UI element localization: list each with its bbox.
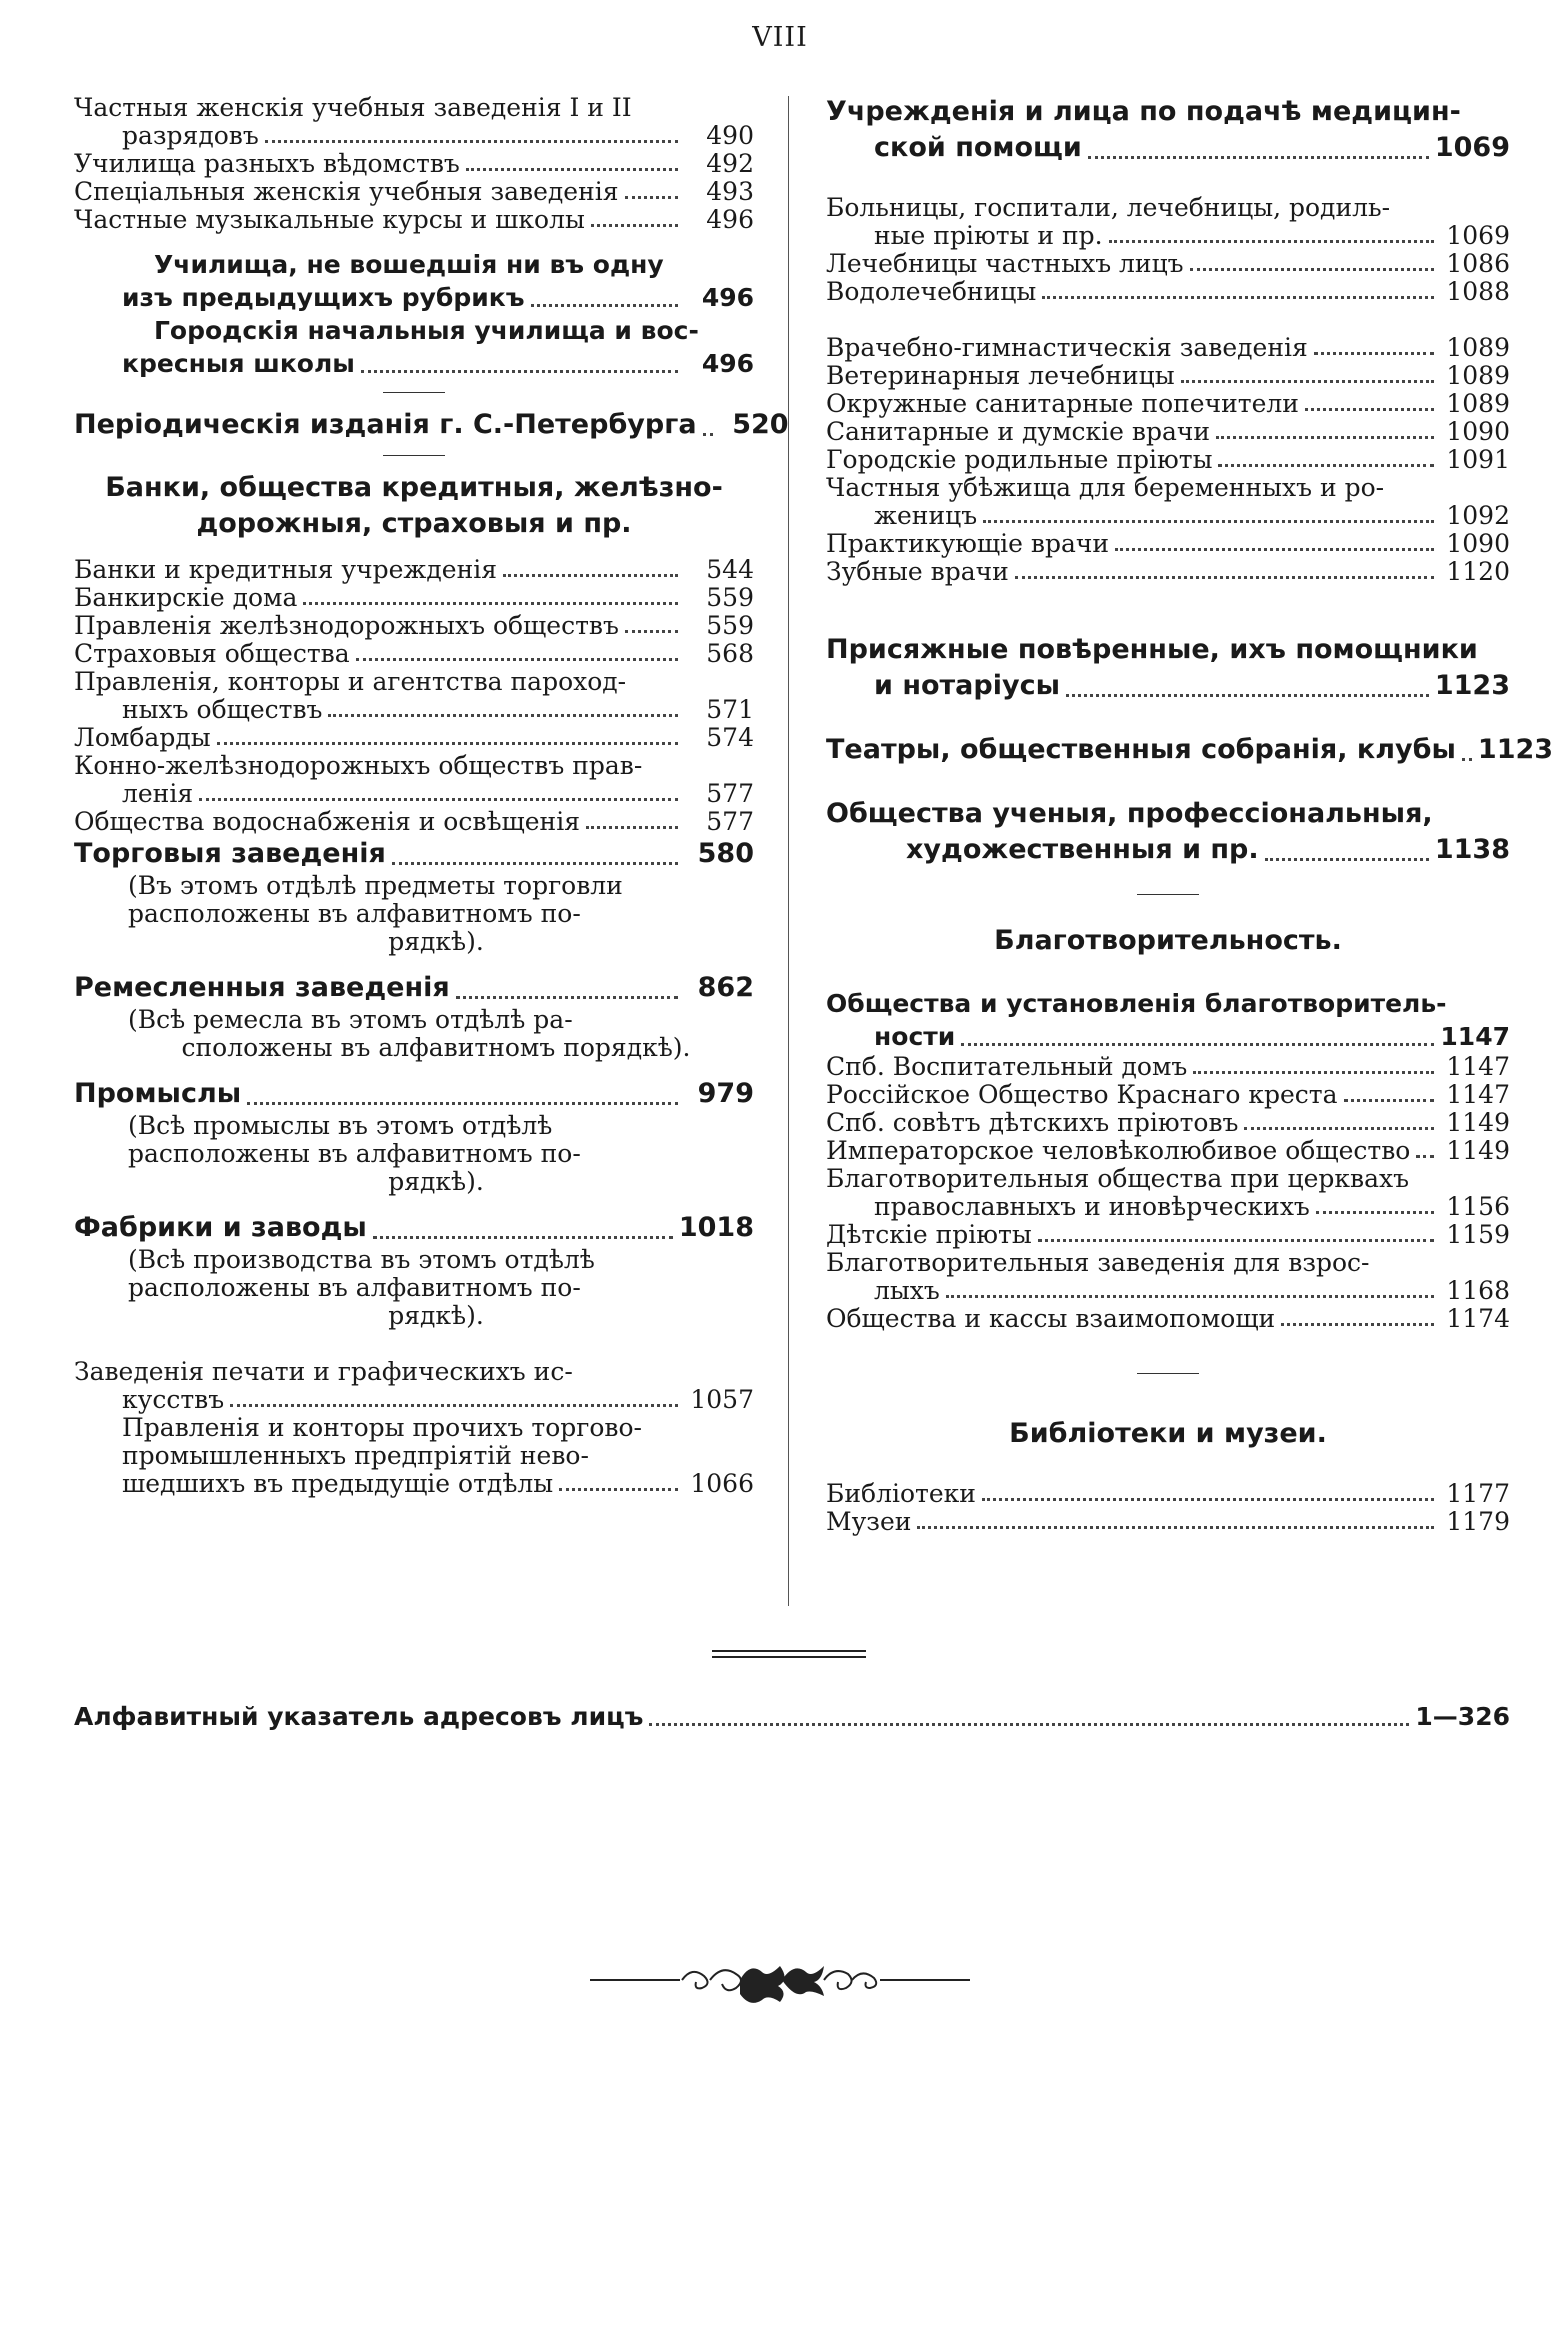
toc-entry-page: 1120: [1446, 557, 1510, 586]
toc-section-entry[interactable]: [74, 1076, 754, 1112]
toc-entry: [74, 94, 754, 122]
toc-entry-page: 496: [706, 205, 754, 234]
spacer: [826, 768, 1510, 796]
toc-entry-page: 559: [706, 611, 754, 640]
section-note: [74, 1246, 754, 1330]
toc-entry-title: Общества водоснабженія и освѣщенія: [74, 807, 580, 836]
toc-entry-page: 1091: [1446, 445, 1510, 474]
toc-entry[interactable]: [74, 1386, 754, 1414]
toc-entry[interactable]: [826, 362, 1510, 390]
dot-leader: [1042, 296, 1434, 299]
toc-section-entry[interactable]: [826, 732, 1554, 768]
toc-entry-title: Училища разныхъ вѣдомствъ: [74, 149, 460, 178]
toc-entry[interactable]: [826, 1020, 1510, 1053]
toc-entry-page: 1092: [1446, 501, 1510, 530]
toc-entry: [826, 194, 1510, 222]
page-number: VIII: [752, 22, 808, 53]
dot-leader: [373, 1236, 673, 1239]
toc-entry-title: Частныя убѣжища для беременныхъ и ро-: [826, 473, 1385, 502]
toc-entry-page: 1179: [1446, 1507, 1510, 1536]
toc-entry[interactable]: [74, 347, 754, 380]
toc-section-entry[interactable]: [74, 970, 754, 1006]
dot-leader: [649, 1723, 1409, 1726]
left-column: [74, 93, 789, 1498]
toc-entry-title: Городскіе родильные пріюты: [826, 445, 1213, 474]
double-rule-top: [712, 1650, 866, 1652]
toc-entry: [74, 668, 754, 696]
section-note: [74, 1112, 754, 1196]
toc-entry[interactable]: [826, 1109, 1510, 1137]
dot-leader: [1066, 694, 1429, 697]
toc-entry[interactable]: [826, 1305, 1510, 1333]
toc-entry-page: 1138: [1434, 834, 1510, 865]
dot-leader: [1088, 156, 1429, 159]
toc-entry-title: Ломбарды: [74, 723, 211, 752]
toc-entry[interactable]: [74, 281, 754, 314]
toc-entry-page: 493: [706, 177, 754, 206]
toc-entry-title: ные пріюты и пр.: [874, 221, 1103, 250]
section-note: [74, 1006, 754, 1062]
toc-entry[interactable]: [74, 696, 754, 724]
toc-entry-title: Училища, не вошедшія ни въ одну: [154, 250, 664, 279]
dot-leader: [1109, 240, 1434, 243]
dot-leader: [356, 658, 678, 661]
toc-entry-page: 862: [697, 972, 754, 1003]
spacer: [74, 956, 754, 970]
toc-entry-title: Частныя женскія учебныя заведенія I и II: [74, 93, 632, 122]
toc-entry-page: 577: [706, 807, 754, 836]
toc-entry-page: 1018: [678, 1212, 754, 1243]
toc-entry-title: Водолечебницы: [826, 277, 1037, 306]
toc-entry-title: Общества и кассы взаимопомощи: [826, 1304, 1276, 1333]
toc-entry-title: промышленныхъ предпріятій невo-: [122, 1441, 589, 1470]
toc-entry-page: 1088: [1446, 277, 1510, 306]
toc-entry: [74, 1442, 754, 1470]
toc-entry-page: 1123: [1434, 670, 1510, 701]
section-note: [74, 872, 754, 956]
spacer: [826, 959, 1510, 987]
dot-leader: [503, 574, 678, 577]
toc-entry-title: Страховыя общества: [74, 639, 350, 668]
toc-entry-page: 1090: [1446, 529, 1510, 558]
toc-entry[interactable]: [826, 1480, 1510, 1508]
dot-leader: [591, 224, 678, 227]
double-rule-bottom: [712, 1656, 866, 1658]
toc-entry-title: Правленія и конторы прочихъ торгово-: [122, 1413, 642, 1442]
spacer: [826, 306, 1510, 334]
dot-leader: [917, 1526, 1434, 1529]
toc-entry-page: 559: [706, 583, 754, 612]
dot-leader: [230, 1404, 678, 1407]
toc-entry-page: 574: [706, 723, 754, 752]
spacer: [826, 1333, 1510, 1361]
dot-leader: [1218, 464, 1434, 467]
alphabetical-index-entry[interactable]: [74, 1700, 1510, 1733]
section-note-line: (Всѣ производства въ этомъ отдѣлѣ: [128, 1245, 595, 1274]
toc-entry-title: Зубные врачи: [826, 557, 1009, 586]
toc-entry-page: 571: [706, 695, 754, 724]
toc-entry-title: Больницы, госпитали, лечебницы, родиль-: [826, 193, 1391, 222]
toc-section-entry[interactable]: [826, 668, 1510, 704]
toc-entry-page: 496: [701, 349, 754, 378]
toc-entry-title: ленія: [122, 779, 194, 808]
dot-leader: [392, 862, 678, 865]
toc-entry-title: Спб. совѣтъ дѣтскихъ пріютовъ: [826, 1108, 1239, 1137]
toc-entry[interactable]: [826, 1053, 1510, 1081]
toc-section-entry: [826, 796, 1510, 832]
toc-entry-title: Промыслы: [74, 1078, 242, 1109]
toc-entry-page: 496: [701, 283, 754, 312]
toc-entry-title: Ремесленныя заведенія: [74, 972, 450, 1003]
spacer: [74, 1330, 754, 1358]
dot-leader: [946, 1295, 1434, 1298]
dot-leader: [1462, 758, 1472, 761]
toc-entry: [74, 1358, 754, 1386]
toc-entry-title: Фабрики и заводы: [74, 1212, 367, 1243]
toc-entry[interactable]: [826, 446, 1510, 474]
toc-entry: [74, 752, 754, 780]
toc-entry-title: ности: [874, 1022, 956, 1051]
spacer: [826, 166, 1510, 194]
alphabetical-index-page: 1—326: [1415, 1702, 1510, 1731]
toc-section-entry[interactable]: [826, 130, 1510, 166]
toc-entry-title: Благотворительныя заведенія для взрос-: [826, 1248, 1370, 1277]
section-note-line: расположены въ алфавитномъ по-: [128, 1273, 581, 1302]
toc-entry-page: 1147: [1440, 1022, 1510, 1051]
dot-leader: [1344, 1099, 1434, 1102]
toc-entry-title: кресныя школы: [122, 349, 355, 378]
toc-entry-title: Благотворительныя общества при церквахъ: [826, 1164, 1409, 1193]
dot-leader: [703, 433, 713, 436]
toc-entry-title: и нотаріусы: [874, 670, 1060, 701]
dot-leader: [1305, 408, 1434, 411]
section-note-line: расположены въ алфавитномъ по-: [128, 899, 581, 928]
toc-entry[interactable]: [74, 612, 754, 640]
section-divider-dash: [1137, 1373, 1199, 1374]
dot-leader: [1244, 1127, 1434, 1130]
dot-leader: [361, 370, 678, 373]
toc-entry-title: Присяжные повѣренные, ихъ помощники: [826, 634, 1478, 665]
toc-entry[interactable]: [74, 556, 754, 584]
toc-entry-title: Россійское Общество Краснаго креста: [826, 1080, 1338, 1109]
dot-leader: [265, 140, 678, 143]
toc-entry-title: Конно-желѣзнодорожныхъ обществъ прав-: [74, 751, 643, 780]
toc-entry-page: 1066: [690, 1469, 754, 1498]
toc-entry[interactable]: [826, 558, 1510, 586]
toc-entry-page: 1149: [1446, 1108, 1510, 1137]
toc-entry[interactable]: [826, 1508, 1510, 1536]
dot-leader: [1181, 380, 1434, 383]
toc-entry-title: Врачебно-гимнастическія заведенія: [826, 333, 1308, 362]
section-heading: [826, 1416, 1510, 1452]
toc-entry-page: 979: [697, 1078, 754, 1109]
spacer: [74, 234, 754, 248]
toc-entry-page: 1089: [1446, 361, 1510, 390]
dot-leader: [1038, 1239, 1434, 1242]
toc-entry-page: 490: [706, 121, 754, 150]
toc-entry-title: Театры, общественныя собранія, клубы: [826, 734, 1456, 765]
dot-leader: [1115, 548, 1434, 551]
toc-entry-page: 1057: [690, 1385, 754, 1414]
toc-entry[interactable]: [826, 1277, 1510, 1305]
dot-leader: [625, 630, 678, 633]
spacer: [826, 704, 1510, 732]
toc-entry: [74, 314, 754, 347]
toc-entry-page: 1174: [1446, 1304, 1510, 1333]
toc-entry-title: Заведенія печати и графическихъ ис-: [74, 1357, 573, 1386]
dot-leader: [328, 714, 678, 717]
dot-leader: [217, 742, 678, 745]
dot-leader: [1265, 858, 1429, 861]
dot-leader: [1216, 436, 1434, 439]
section-divider-dash: [383, 455, 445, 456]
toc-entry-page: 577: [706, 779, 754, 808]
toc-entry-title: кусствъ: [122, 1385, 225, 1414]
section-divider-dash: [1137, 894, 1199, 895]
toc-entry-page: 580: [697, 838, 754, 869]
section-divider-dash: [383, 392, 445, 393]
spacer: [826, 1452, 1510, 1480]
toc-entry[interactable]: [74, 206, 754, 234]
section-heading-line: дорожныя, страховыя и пр.: [196, 508, 632, 539]
toc-entry-title: Лечебницы частныхъ лицъ: [826, 249, 1184, 278]
toc-entry[interactable]: [826, 250, 1510, 278]
toc-entry-page: 1149: [1446, 1136, 1510, 1165]
toc-entry-page: 1089: [1446, 389, 1510, 418]
dot-leader: [456, 996, 678, 999]
dot-leader: [303, 602, 678, 605]
toc-entry-page: 1090: [1446, 417, 1510, 446]
toc-section-entry[interactable]: [826, 832, 1510, 868]
section-note-line: рядкѣ).: [388, 1301, 484, 1330]
spacer: [826, 1388, 1510, 1416]
toc-entry: [826, 987, 1510, 1020]
toc-entry-page: 1069: [1446, 221, 1510, 250]
toc-entry: [826, 1249, 1510, 1277]
toc-entry-title: лыхъ: [874, 1276, 940, 1305]
toc-entry-page: 1123: [1477, 734, 1554, 765]
toc-entry-page: 1147: [1446, 1080, 1510, 1109]
toc-entry-title: Правленія, конторы и агентства пароход-: [74, 667, 627, 696]
toc-entry-page: 1177: [1446, 1479, 1510, 1508]
dot-leader: [961, 1043, 1434, 1046]
toc-entry-page: 1156: [1446, 1192, 1510, 1221]
toc-entry-title: Общества и установленія благотворитель-: [826, 989, 1447, 1018]
toc-entry-page: 544: [706, 555, 754, 584]
column-divider: [788, 96, 789, 1606]
toc-entry-title: шедшихъ въ предыдущіе отдѣлы: [122, 1469, 554, 1498]
dot-leader: [1314, 352, 1434, 355]
spacer: [826, 868, 1510, 882]
toc-entry[interactable]: [826, 1137, 1510, 1165]
toc-entry[interactable]: [826, 530, 1510, 558]
toc-entry-title: ской помощи: [874, 132, 1082, 163]
toc-entry-title: ныхъ обществъ: [122, 695, 323, 724]
dot-leader: [983, 520, 1434, 523]
toc-entry-title: Спб. Воспитательный домъ: [826, 1052, 1188, 1081]
toc-entry-title: Спеціальныя женскія учебныя заведенія: [74, 177, 619, 206]
toc-entry-page: 1147: [1446, 1052, 1510, 1081]
toc-entry[interactable]: [826, 502, 1510, 530]
dot-leader: [1416, 1155, 1434, 1158]
toc-entry-title: Практикующіе врачи: [826, 529, 1110, 558]
toc-entry[interactable]: [74, 808, 754, 836]
toc-entry-title: Періодическія изданія г. С.-Петербурга: [74, 409, 697, 440]
ornament-flourish-icon: [590, 1955, 970, 2005]
toc-section-entry[interactable]: [74, 836, 754, 872]
section-note-line: рядкѣ).: [388, 1167, 484, 1196]
dot-leader: [559, 1488, 678, 1491]
toc-entry-title: Дѣтскіе пріюты: [826, 1220, 1032, 1249]
toc-entry-title: Императорское человѣколюбивое общество: [826, 1136, 1411, 1165]
toc-entry[interactable]: [826, 1081, 1510, 1109]
toc-entry[interactable]: [74, 584, 754, 612]
toc-entry: [74, 1414, 754, 1442]
toc-entry-title: Музеи: [826, 1507, 912, 1536]
dot-leader: [247, 1102, 678, 1105]
toc-entry[interactable]: [826, 222, 1510, 250]
toc-entry-page: 492: [706, 149, 754, 178]
section-heading-line: Благотворительность.: [994, 925, 1342, 956]
toc-entry[interactable]: [826, 278, 1510, 306]
toc-entry[interactable]: [826, 390, 1510, 418]
toc-section-entry[interactable]: [74, 1210, 754, 1246]
section-heading-line: Библіотеки и музеи.: [1009, 1418, 1327, 1449]
toc-entry-page: 1086: [1446, 249, 1510, 278]
toc-entry-title: Библіотеки: [826, 1479, 976, 1508]
toc-entry[interactable]: [74, 780, 754, 808]
dot-leader: [1281, 1323, 1434, 1326]
toc-entry-page: 1159: [1446, 1220, 1510, 1249]
toc-entry-page: 1089: [1446, 333, 1510, 362]
toc-entry-title: Общества ученыя, профессіональныя,: [826, 798, 1433, 829]
toc-entry-page: 1069: [1434, 132, 1510, 163]
right-column: [826, 94, 1554, 1536]
spacer: [74, 1062, 754, 1076]
toc-entry[interactable]: [74, 724, 754, 752]
toc-entry-page: 568: [706, 639, 754, 668]
toc-entry-title: Ветеринарныя лечебницы: [826, 361, 1175, 390]
toc-entry-title: Частные музыкальные курсы и школы: [74, 205, 585, 234]
section-heading: [74, 470, 754, 542]
toc-entry: [74, 248, 754, 281]
toc-entry: [826, 1165, 1510, 1193]
toc-entry: [826, 474, 1510, 502]
section-note-line: (Всѣ промыслы въ этомъ отдѣлѣ: [128, 1111, 553, 1140]
spacer: [74, 542, 754, 556]
toc-entry[interactable]: [74, 178, 754, 206]
toc-entry[interactable]: [826, 1221, 1510, 1249]
dot-leader: [1015, 576, 1434, 579]
toc-entry-title: Городскія начальныя училища и вос-: [154, 316, 699, 345]
alphabetical-index-title: Алфавитный указатель адресовъ лицъ: [74, 1702, 644, 1731]
dot-leader: [1193, 1071, 1434, 1074]
spacer: [826, 586, 1510, 632]
toc-section-entry: [826, 94, 1510, 130]
toc-entry[interactable]: [74, 150, 754, 178]
dot-leader: [586, 826, 678, 829]
toc-entry-title: Санитарные и думскіе врачи: [826, 417, 1211, 446]
toc-entry-title: Банкирскіе дома: [74, 583, 298, 612]
dot-leader: [625, 196, 678, 199]
section-note-line: (Въ этомъ отдѣлѣ предметы торговли: [128, 871, 623, 900]
toc-entry-title: Торговыя заведенія: [74, 838, 386, 869]
dot-leader: [1190, 268, 1434, 271]
toc-entry-title: разрядовъ: [122, 121, 259, 150]
dot-leader: [531, 304, 678, 307]
toc-entry[interactable]: [74, 640, 754, 668]
section-heading-line: Банки, общества кредитныя, желѣзно-: [105, 472, 723, 503]
toc-entry-title: изъ предыдущихъ рубрикъ: [122, 283, 525, 312]
spacer: [826, 909, 1510, 923]
toc-entry-page: 520: [732, 409, 789, 440]
toc-entry[interactable]: [74, 1470, 754, 1498]
dot-leader: [466, 168, 678, 171]
toc-entry-page: 1168: [1446, 1276, 1510, 1305]
toc-entry-title: православныхъ и иновѣрческихъ: [874, 1192, 1310, 1221]
dot-leader: [199, 798, 678, 801]
section-heading: [826, 923, 1510, 959]
section-note-line: расположены въ алфавитномъ по-: [128, 1139, 581, 1168]
toc-entry[interactable]: [826, 334, 1510, 362]
toc-entry-title: женицъ: [874, 501, 978, 530]
toc-section-entry[interactable]: [74, 407, 789, 443]
toc-section-entry: [826, 632, 1510, 668]
toc-entry-title: Учрежденія и лица по подачѣ медицин-: [826, 96, 1461, 127]
section-note-line: (Всѣ ремесла въ этомъ отдѣлѣ ра-: [128, 1005, 573, 1034]
toc-entry-title: Окружные санитарные попечители: [826, 389, 1299, 418]
section-note-line: сположены въ алфавитномъ порядкѣ).: [181, 1033, 691, 1062]
toc-entry[interactable]: [826, 1193, 1510, 1221]
toc-entry-title: художественныя и пр.: [906, 834, 1259, 865]
toc-entry[interactable]: [826, 418, 1510, 446]
toc-entry[interactable]: [74, 122, 754, 150]
toc-entry-title: Правленія желѣзнодорожныхъ обществъ: [74, 611, 619, 640]
toc-entry-title: Банки и кредитныя учрежденія: [74, 555, 498, 584]
dot-leader: [982, 1498, 1434, 1501]
dot-leader: [1316, 1211, 1434, 1214]
section-note-line: рядкѣ).: [388, 927, 484, 956]
spacer: [74, 1196, 754, 1210]
